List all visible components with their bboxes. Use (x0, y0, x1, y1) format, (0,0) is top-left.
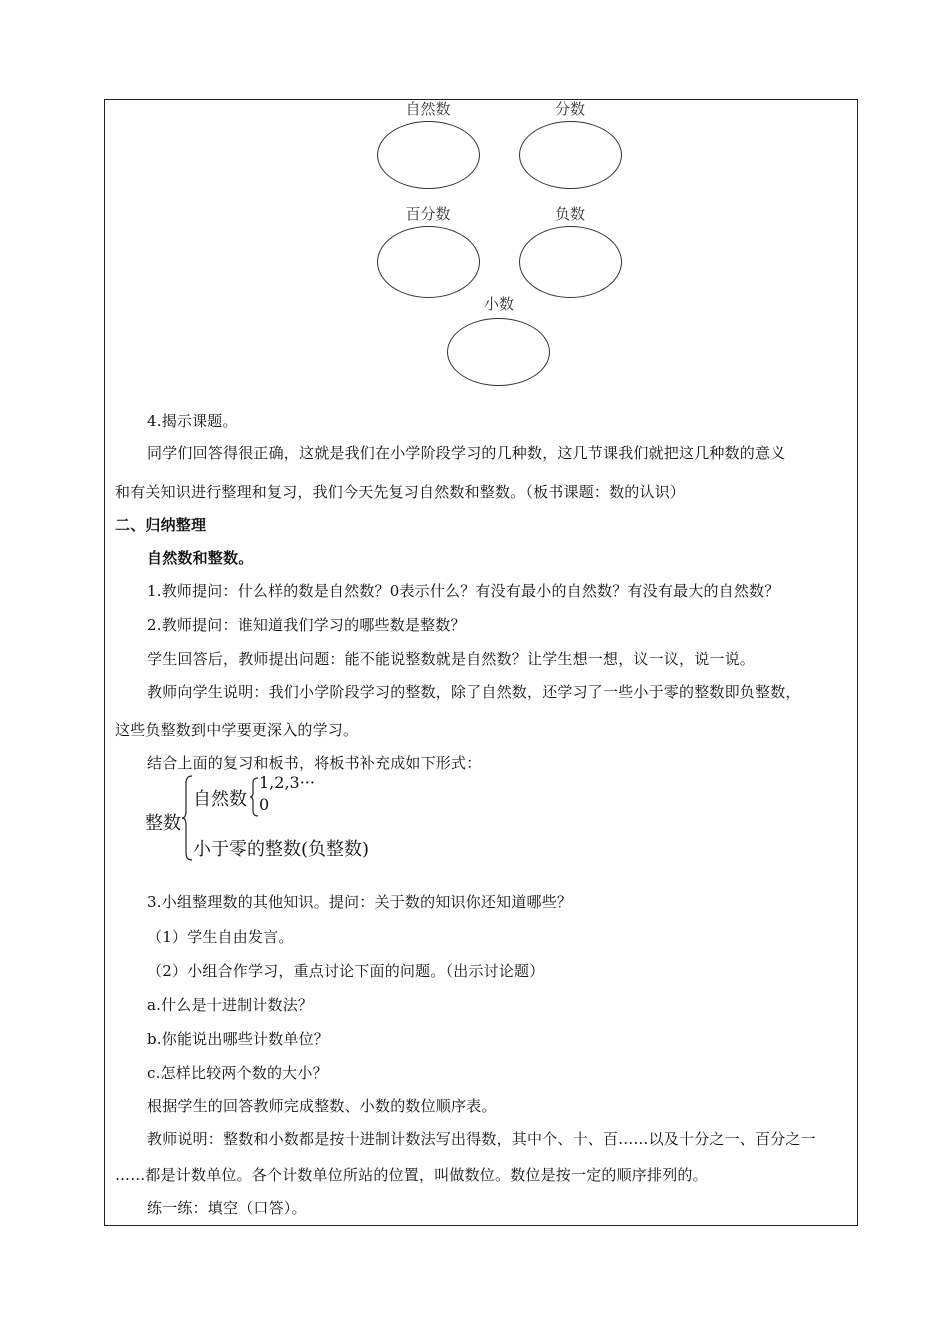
label-fraction: 分数 (554, 100, 585, 118)
subsection-heading: 自然数和整数。 (147, 549, 254, 567)
formula-zero: 0 (259, 795, 270, 814)
paragraph: 教师向学生说明：我们小学阶段学习的整数，除了自然数，还学习了一些小于零的整数即负整数， (147, 683, 801, 701)
paragraph: 这些负整数到中学要更深入的学习。 (115, 721, 359, 739)
paragraph: 3.小组整理数的其他知识。提问：关于数的知识你还知道哪些？ (147, 893, 573, 911)
small-brace-icon (249, 777, 259, 817)
paragraph: ……都是计数单位。各个计数单位所站的位置，叫做数位。数位是按一定的顺序排列的。 (115, 1166, 708, 1184)
section-heading: 二、归纳整理 (115, 516, 207, 534)
paragraph: 同学们回答得很正确，这就是我们在小学阶段学习的几种数，这几节课我们就把这几种数的意义 (147, 444, 786, 462)
formula-natural-values: 1,2,3··· (259, 773, 315, 792)
paragraph: 练一练：填空（口答）。 (147, 1199, 307, 1217)
big-brace-icon (181, 775, 193, 861)
number-types-diagram (105, 100, 859, 400)
paragraph: c.怎样比较两个数的大小？ (147, 1064, 328, 1082)
paragraph: a.什么是十进制计数法？ (147, 996, 314, 1014)
content-frame (104, 99, 858, 1226)
ellipse-percentage (377, 226, 480, 298)
paragraph: b.你能说出哪些计数单位？ (147, 1030, 329, 1048)
paragraph: （2）小组合作学习，重点讨论下面的问题。（出示讨论题） (147, 962, 545, 980)
formula-root: 整数 (145, 813, 181, 834)
paragraph: 4.揭示课题。 (147, 412, 238, 430)
formula-negative-integers: 小于零的整数(负整数) (193, 839, 370, 860)
formula-natural-number: 自然数 (193, 789, 247, 810)
ellipse-decimal (447, 318, 550, 386)
paragraph: 根据学生的回答教师完成整数、小数的数位顺序表。 (147, 1097, 497, 1115)
label-decimal: 小数 (483, 295, 514, 313)
paragraph: 结合上面的复习和板书，将板书补充成如下形式： (147, 754, 482, 772)
ellipse-negative-number (519, 226, 622, 298)
label-negative-number: 负数 (554, 205, 585, 223)
paragraph: 学生回答后，教师提出问题：能不能说整数就是自然数？让学生想一想，议一议，说一说。 (147, 650, 756, 668)
paragraph: （1）学生自由发言。 (147, 928, 294, 946)
paragraph: 和有关知识进行整理和复习，我们今天先复习自然数和整数。（板书课题：数的认识） (115, 483, 686, 501)
ellipse-fraction (519, 121, 622, 189)
label-percentage: 百分数 (405, 205, 451, 223)
integer-classification-formula (145, 775, 445, 865)
paragraph: 2.教师提问：谁知道我们学习的哪些数是整数？ (147, 616, 466, 634)
label-natural-number: 自然数 (405, 100, 451, 118)
ellipse-natural-number (377, 121, 480, 189)
paragraph: 1.教师提问：什么样的数是自然数？0表示什么？有没有最小的自然数？有没有最大的自然数？ (147, 582, 780, 600)
paragraph: 教师说明：整数和小数都是按十进制计数法写出得数，其中个、十、百……以及十分之一、百分之一 (147, 1130, 816, 1148)
